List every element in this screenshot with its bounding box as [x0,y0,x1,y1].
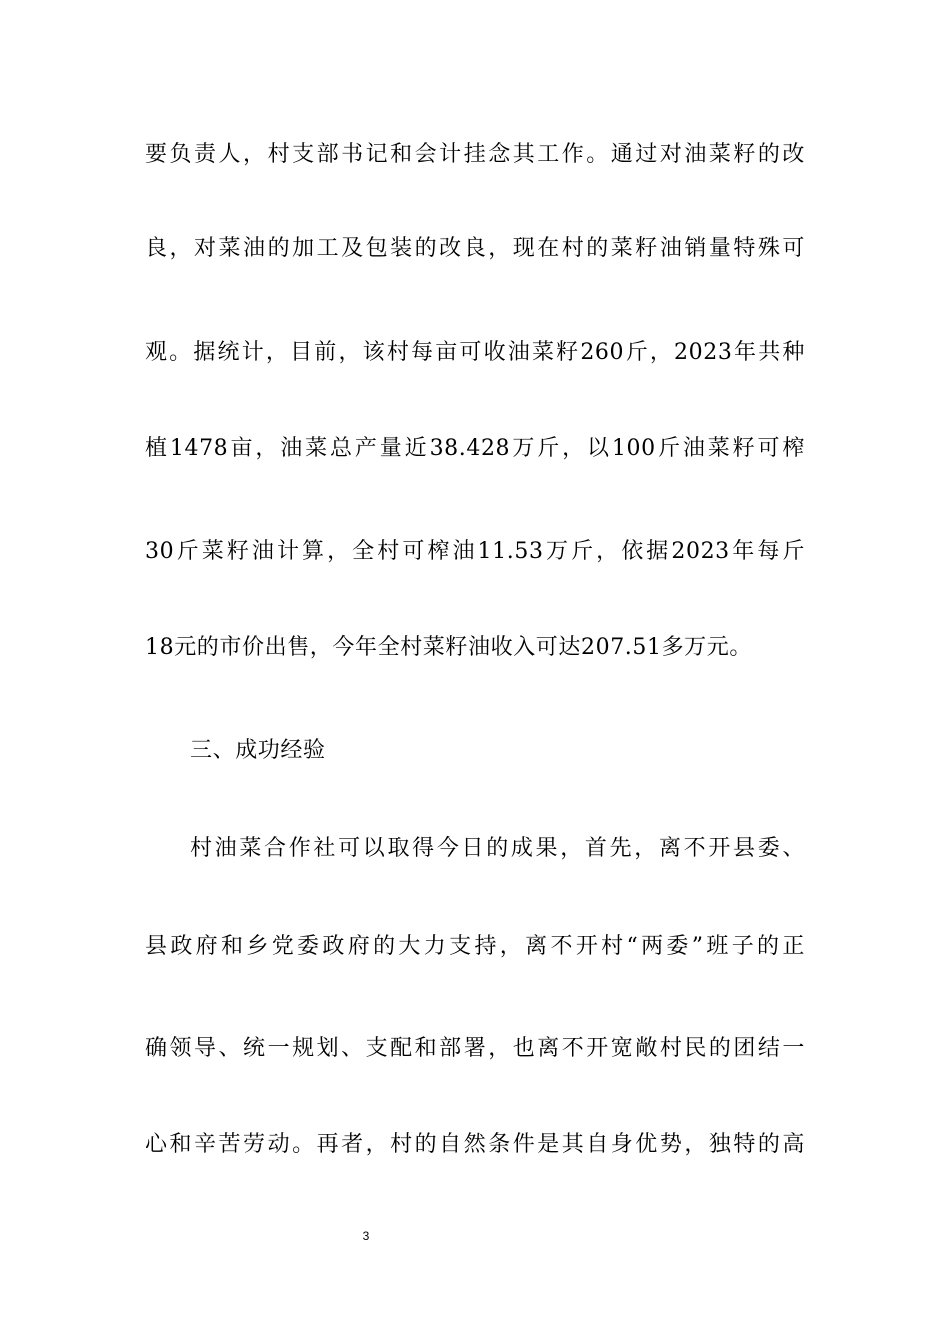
paragraph-2-line-4: 心和辛苦劳动。再者，村的自然条件是其自身优势，独特的高 [145,1132,805,1157]
paragraph-1-line-4: 植1478亩，油菜总产量近38.428万斤，以100斤油菜籽可榨 [145,436,805,461]
paragraph-2-line-3: 确领导、统一规划、支配和部署，也离不开宽敞村民的团结一 [145,1036,805,1061]
paragraph-2-line-1: 村油菜合作社可以取得今日的成果，首先，离不开县委、 [190,836,805,861]
paragraph-1-line-2: 良，对菜油的加工及包装的改良，现在村的菜籽油销量特殊可 [145,236,805,261]
section-heading: 三、成功经验 [190,738,326,763]
paragraph-1-line-1: 要负责人，村支部书记和会计挂念其工作。通过对油菜籽的改 [145,142,805,167]
paragraph-2-line-2: 县政府和乡党委政府的大力支持，离不开村“两委”班子的正 [145,934,805,959]
paragraph-1-line-6: 18元的市价出售，今年全村菜籽油收入可达207.51多万元。 [145,635,752,660]
page-number: 3 [362,1229,370,1243]
paragraph-1-line-5: 30斤菜籽油计算，全村可榨油11.53万斤，依据2023年每斤 [145,539,805,564]
paragraph-1-line-3: 观。据统计，目前，该村每亩可收油菜籽260斤，2023年共种 [145,340,805,365]
